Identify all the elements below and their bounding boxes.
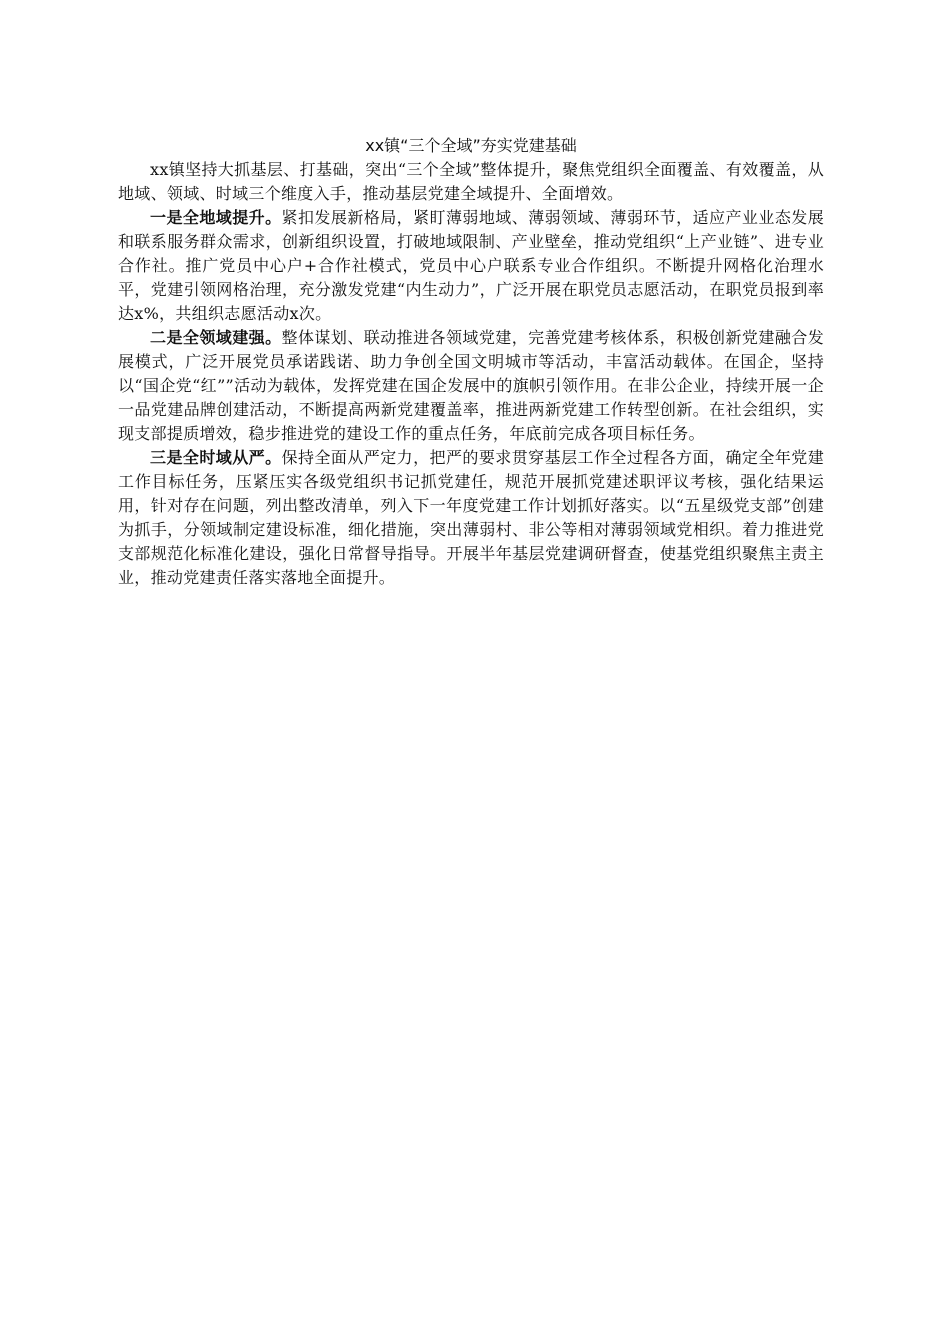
section-paragraph-3 [118, 446, 824, 590]
section-body-2: 整体谋划、联动推进各领域党建，完善党建考核体系，积极创新党建融合发展模式，广泛开展党员承诺践诺、助力争创全国文明城市等活动，丰富活动载体。在国企，坚持以“国企党“红””活动为载体，发挥党建在国企发展中的旗帜引领作用。在非公企业，持续开展一企一品党建品牌创建活动，不断提高两新党建覆盖率，推进两新党建工作转型创新。在社会组织，实现支部提质增效，稳步推进党的建设工作的重点任务，年底前完成各项目标任务。 [118, 328, 824, 443]
section-paragraph-1 [118, 206, 824, 326]
document-title: xx镇“三个全域”夯实党建基础 [365, 136, 577, 155]
section-body-1: 紧扣发展新格局，紧盯薄弱地域、薄弱领域、薄弱环节，适应产业业态发展和联系服务群众需求，创新组织设置，打破地域限制、产业壁垒，推动党组织“上产业链”、进专业合作社。推广党员中心户+合作社模式，党员中心户联系专业合作组织。不断提升网格化治理水平，党建引领网格治理，充分激发党建“内生动力”，广泛开展在职党员志愿活动，在职党员报到率达x%，共组织志愿活动x次。 [118, 208, 824, 323]
intro-paragraph: xx镇坚持大抓基层、打基础，突出“三个全域”整体提升，聚焦党组织全面覆盖、有效覆盖，从地域、领域、时域三个维度入手，推动基层党建全域提升、全面增效。 [118, 160, 824, 203]
section-lead-3: 三是全时域从严。 [150, 448, 282, 467]
section-body-3: 保持全面从严定力，把严的要求贯穿基层工作全过程各方面，确定全年党建工作目标任务，压紧压实各级党组织书记抓党建任，规范开展抓党建述职评议考核，强化结果运用，针对存在问题，列出整改清单，列入下一年度党建工作计划抓好落实。以“五星级党支部”创建为抓手，分领域制定建设标准，细化措施，突出薄弱村、非公等相对薄弱领域党相织。着力推进党支部规范化标准化建设，强化日常督导指导。开展半年基层党建调研督查，使基党组织聚焦主责主业，推动党建责任落实落地全面提升。 [118, 448, 824, 587]
section-lead-1: 一是全地域提升。 [150, 208, 282, 227]
document-page [118, 134, 824, 590]
section-lead-2: 二是全领域建强。 [150, 328, 282, 347]
section-paragraph-2 [118, 326, 824, 446]
